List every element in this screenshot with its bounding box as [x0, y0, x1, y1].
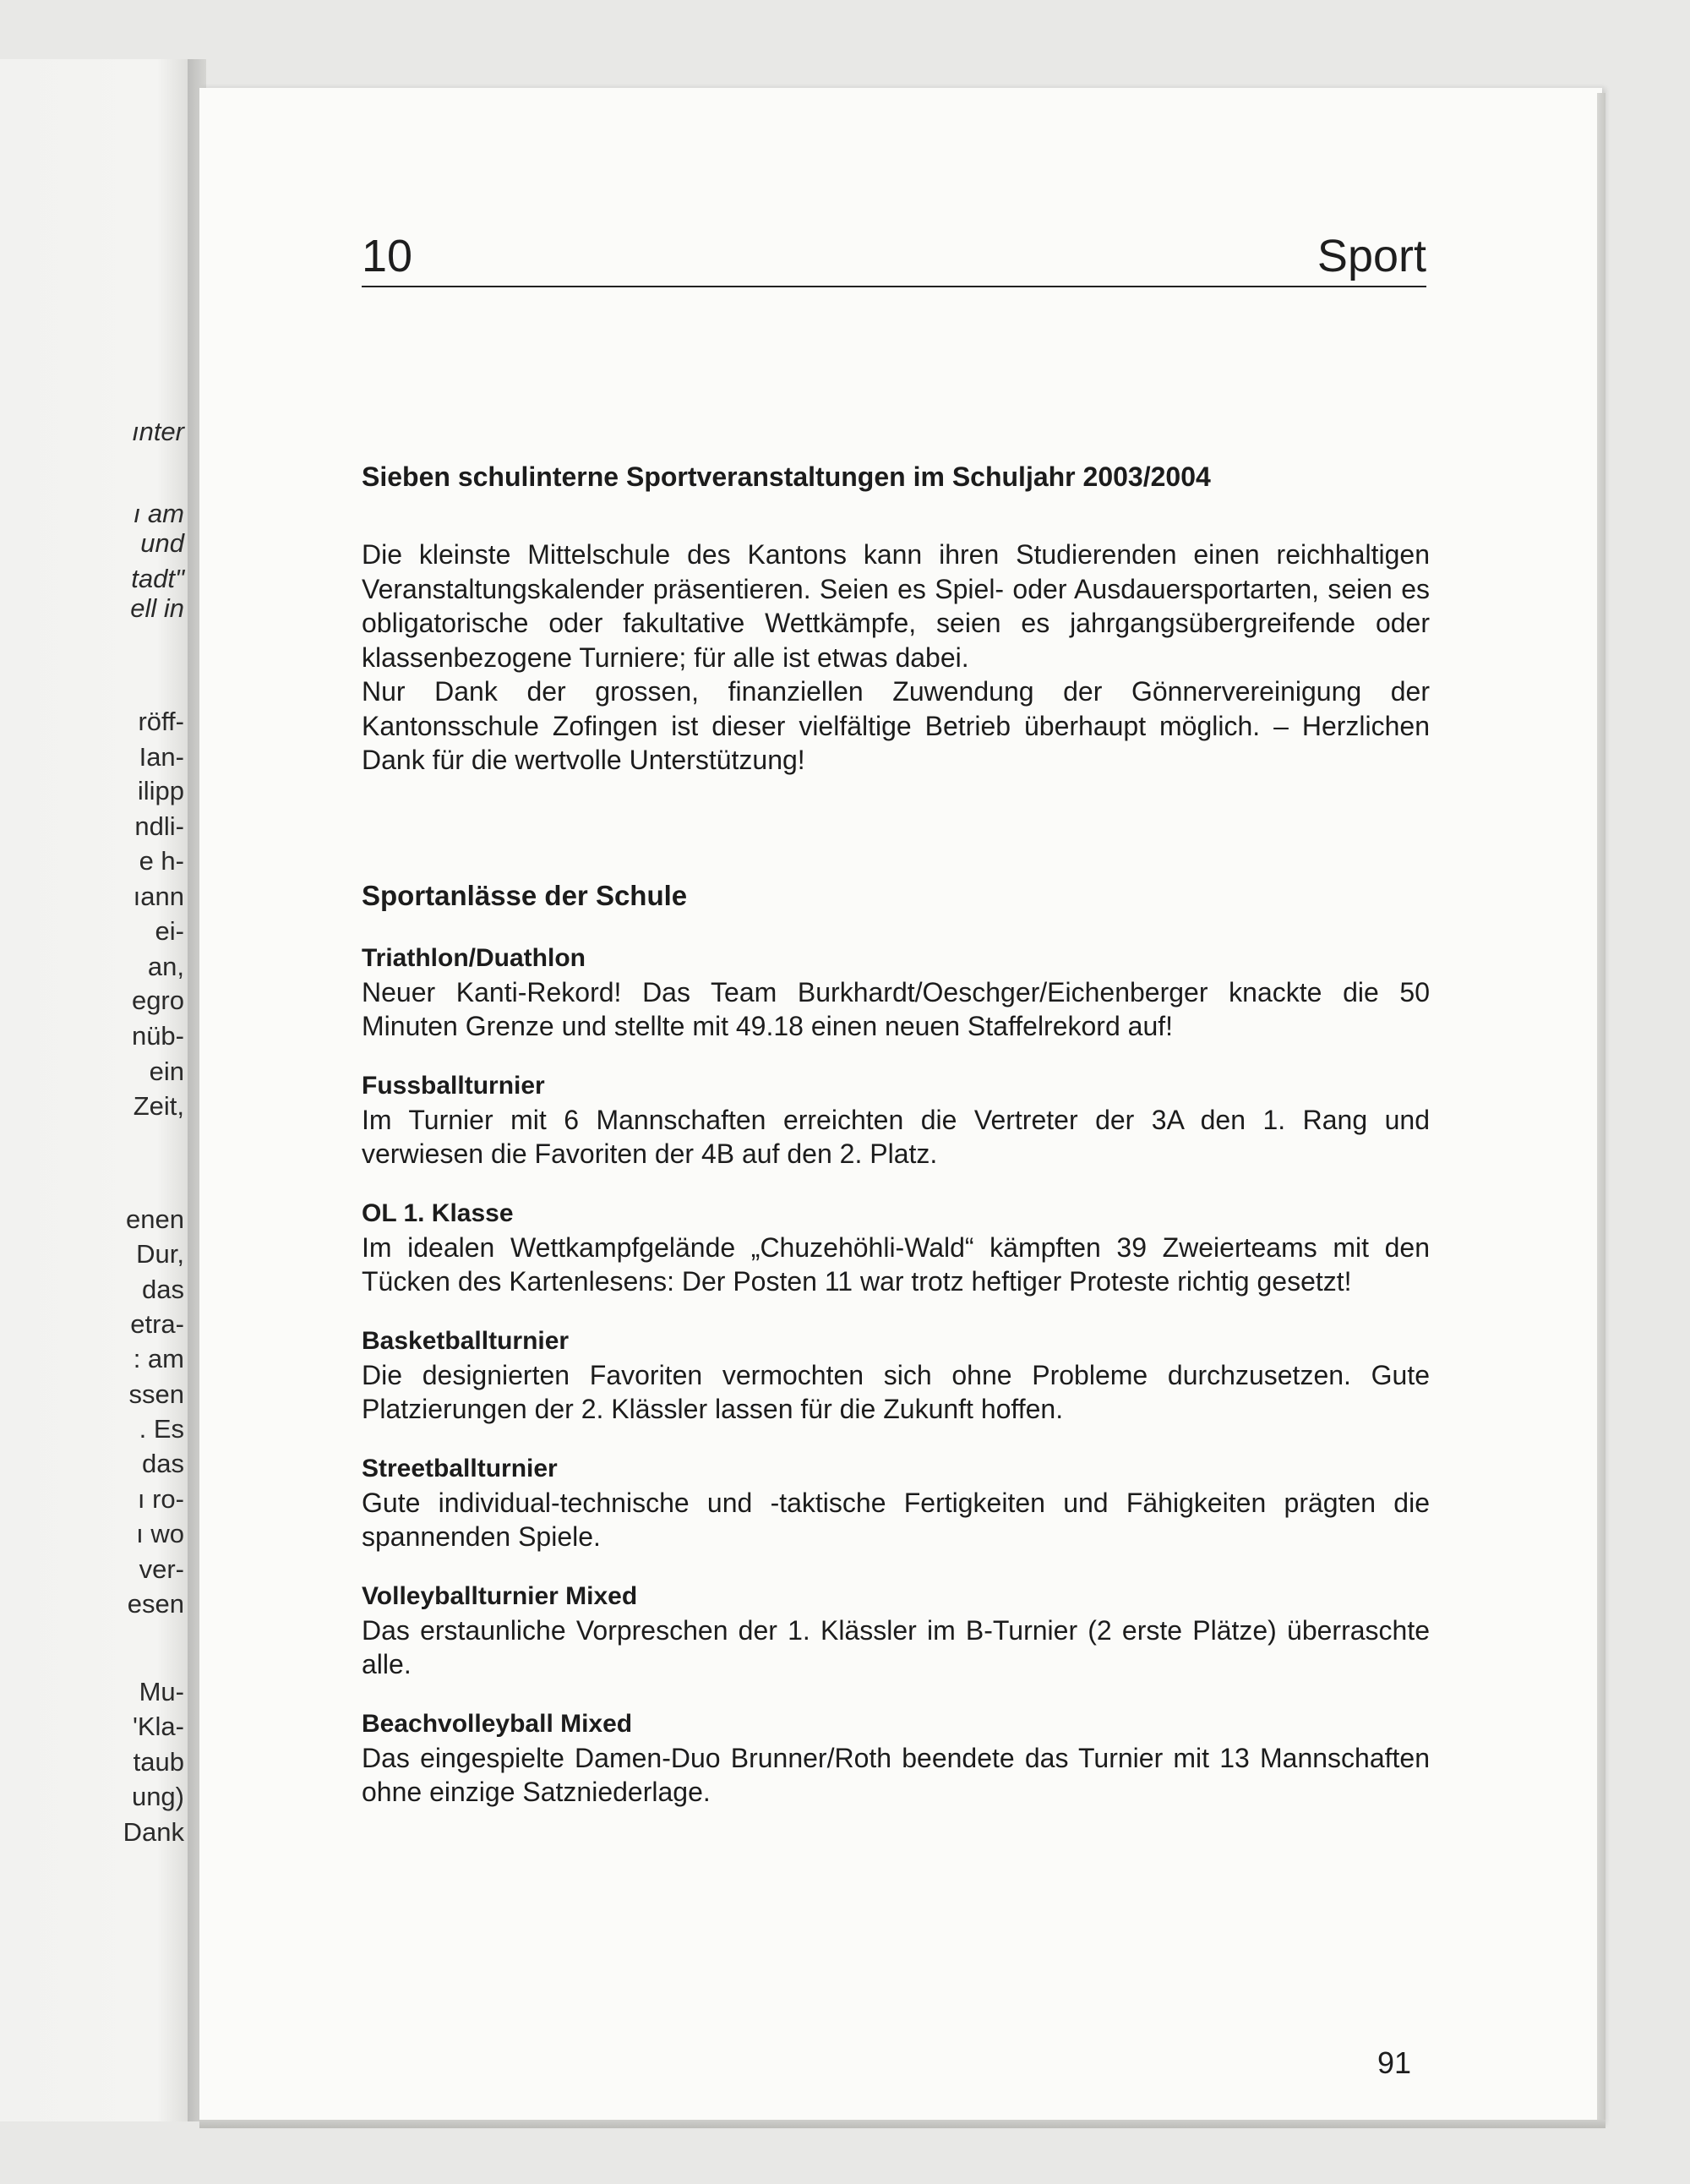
left-page-text-fragment: ver-: [139, 1554, 184, 1584]
event-basketball: [362, 1324, 1430, 1427]
event-text: Das eingespielte Damen-Duo Brunner/Roth beendete das Turnier mit 13 Mannschaften ohne einzige Satzniederlage.: [362, 1742, 1430, 1807]
event-fussball: [362, 1069, 1430, 1171]
left-page-text-fragment: Zeit,: [133, 1091, 184, 1121]
left-page-text-fragment: : am: [133, 1344, 184, 1373]
left-page-text-fragment: ıann: [133, 882, 184, 911]
left-page-text-fragment: e h-: [139, 846, 184, 876]
page-content: [362, 460, 1430, 1835]
page-edge: [1597, 93, 1606, 2121]
left-page-text-fragment: ınter: [131, 417, 184, 446]
intro-paragraph: Die kleinste Mittelschule des Kantons kann ihren Studierenden einen reichhaltigen Veranstaltungskalender präsentieren. Seien es Spiel- oder Ausdauersportarten, seien es obligatorische oder fakultative Wettkämpfe, seien es jahrgangsübergreifende oder klassenbezogene Turniere; für alle ist etwas dabei.: [362, 539, 1430, 673]
left-page-text-fragment: etra-: [130, 1309, 184, 1339]
event-text: Gute individual-technische und -taktische Fertigkeiten und Fähigkeiten prägten die spannenden Spiele.: [362, 1487, 1430, 1552]
article-heading: Sieben schulinterne Sportveranstaltungen im Schuljahr 2003/2004: [362, 461, 1211, 492]
left-page-text-fragment: Dur,: [136, 1239, 184, 1269]
right-page: [199, 88, 1602, 2125]
event-triathlon: [362, 942, 1430, 1044]
left-page-text-fragment: ung): [131, 1782, 184, 1811]
left-page-text-fragment: das: [142, 1275, 184, 1304]
page-number: 91: [1377, 2045, 1412, 2080]
left-page-text-fragment: an,: [147, 952, 184, 981]
left-page-text-fragment: ell in: [130, 593, 184, 623]
left-page-text-fragment: ı wo: [136, 1519, 184, 1548]
event-title: Triathlon/Duathlon: [362, 943, 586, 972]
left-page-text-fragment: und: [140, 528, 184, 558]
left-page-edge: [0, 59, 196, 2121]
event-text: Im Turnier mit 6 Mannschaften erreichten die Vertreter der 3A den 1. Rang und verwiesen die Favoriten der 4B auf den 2. Platz.: [362, 1104, 1430, 1169]
event-title: Basketballturnier: [362, 1326, 570, 1355]
event-title: Volleyballturnier Mixed: [362, 1581, 638, 1610]
event-beachvolleyball: [362, 1707, 1430, 1810]
event-volleyball: [362, 1580, 1430, 1682]
left-page-text-fragment: ndli-: [134, 811, 184, 841]
left-page-text-fragment: Ian-: [139, 742, 184, 772]
left-page-text-fragment: ı ro-: [137, 1484, 184, 1514]
event-text: Das erstaunliche Vorpreschen der 1. Klässler im B-Turnier (2 erste Plätze) überraschte alle.: [362, 1614, 1430, 1679]
left-page-text-fragment: röff-: [138, 707, 184, 736]
left-page-text-fragment: ssen: [128, 1379, 184, 1409]
event-streetball: [362, 1452, 1430, 1554]
thanks-paragraph: Nur Dank der grossen, finanziellen Zuwendung der Gönnervereinigung der Kantonsschule Zofingen ist dieser vielfältige Betrieb überhaupt möglich. – Herzlichen Dank für die wertvolle Unterstützung!: [362, 676, 1430, 775]
left-page-text-fragment: ı am: [133, 499, 184, 528]
event-text: Neuer Kanti-Rekord! Das Team Burkhardt/Oeschger/Eichenberger knackte die 50 Minuten Grenze und stellte mit 49.18 einen neuen Staffelrekord auf!: [362, 976, 1430, 1041]
event-text: Die designierten Favoriten vermochten sich ohne Probleme durchzusetzen. Gute Platzierungen der 2. Klässler lassen für die Zukunft hoffen.: [362, 1359, 1430, 1424]
left-page-text-fragment: ilipp: [137, 776, 184, 805]
event-title: Fussballturnier: [362, 1071, 545, 1100]
event-ol: [362, 1197, 1430, 1299]
chapter-number: 10: [362, 231, 413, 281]
left-page-text-fragment: taub: [133, 1747, 184, 1777]
page-bottom-edge: [199, 2120, 1606, 2128]
section-heading: Sportanlässe der Schule: [362, 879, 688, 911]
left-page-text-fragment: egro: [131, 986, 184, 1015]
left-page-text-fragment: esen: [127, 1589, 184, 1619]
left-page-text-fragment: das: [142, 1449, 184, 1478]
chapter-title: Sport: [1317, 231, 1426, 281]
left-page-text-fragment: tadt": [131, 564, 184, 593]
left-page-text-fragment: nüb-: [131, 1021, 184, 1051]
event-title: Streetballturnier: [362, 1454, 558, 1482]
left-page-text-fragment: ei-: [155, 916, 184, 946]
left-page-text-fragment: ein: [149, 1057, 184, 1086]
left-page-text-fragment: . Es: [139, 1414, 184, 1444]
left-page-text-fragment: enen: [126, 1204, 184, 1234]
left-page-text-fragment: Mu-: [139, 1677, 184, 1706]
left-page-text-fragment: Dank: [123, 1817, 184, 1847]
event-title: Beachvolleyball Mixed: [362, 1709, 633, 1738]
event-title: OL 1. Klasse: [362, 1198, 514, 1227]
left-page-text-fragment: 'Kla-: [132, 1712, 184, 1741]
page-header: [362, 223, 1426, 287]
event-text: Im idealen Wettkampfgelände „Chuzehöhli-Wald“ kämpften 39 Zweierteams mit den Tücken des Kartenlesens: Der Posten 11 war trotz heftiger Proteste richtig gesetzt!: [362, 1231, 1430, 1297]
